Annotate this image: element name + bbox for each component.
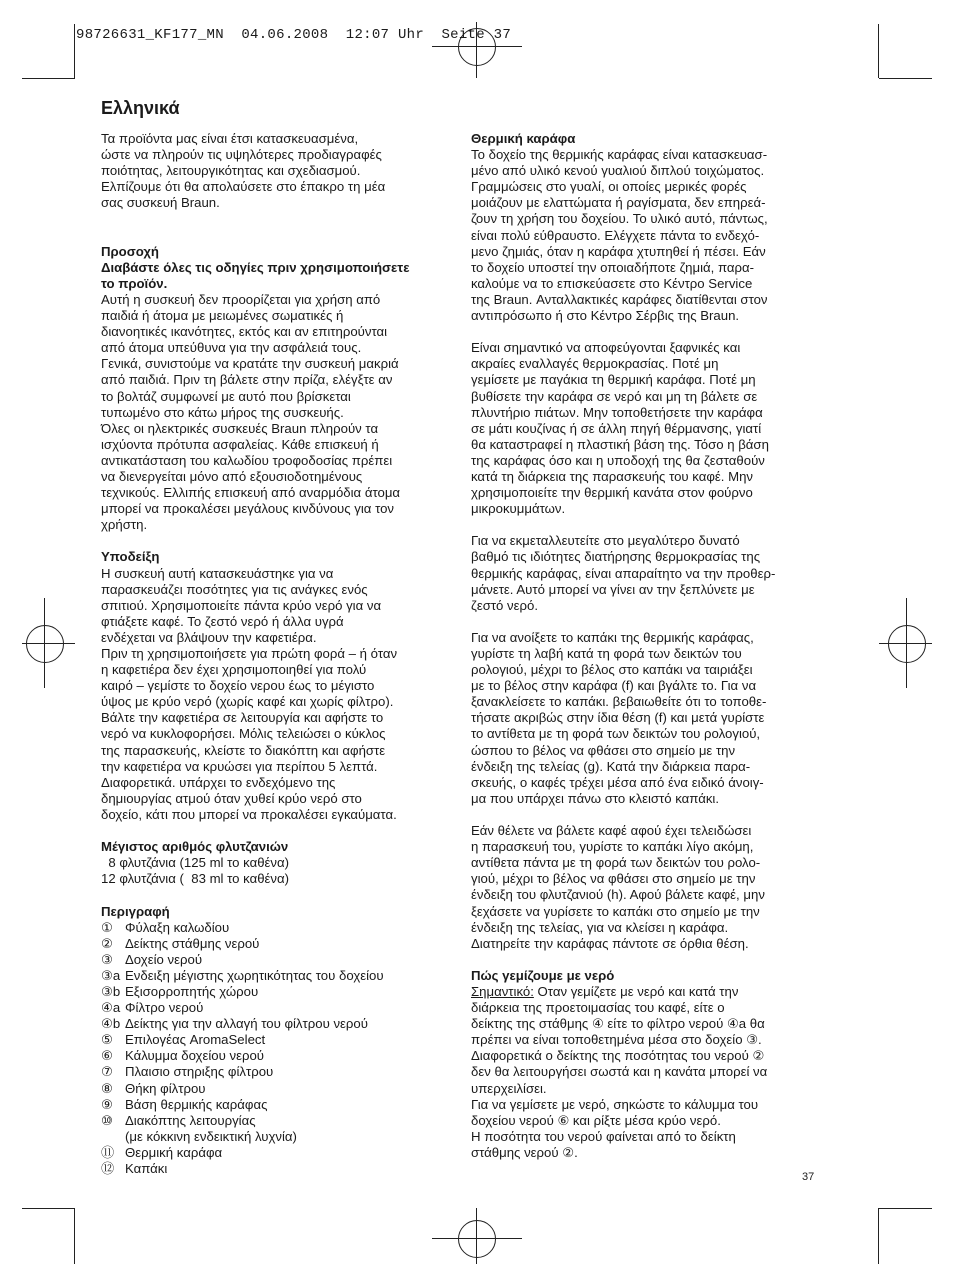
- cups-line: 12 φλυτζάνια ( 83 ml το καθένα): [101, 871, 290, 887]
- list-item: ③b Εξισορροπητής χώρου: [101, 983, 259, 999]
- crop-mark: [22, 78, 75, 79]
- list-item: ⑦ Πλαισιο στηριξης φίλτρου: [101, 1064, 274, 1080]
- carafe-paragraph-4: Για να ανοίξετε το καπάκι της θερμικής καράφας, γυρίστε τη λαβή κατά τη φορά των δεικτών του ρολογιού, μέχρι το βέλος στο καπάκι να ταιριάξει με το βέλος στην καράφα (f) και βγάλτε το. Για να ξανακλείσετε το καπάκι. βεβαιωθείτε ότι το τοποθε- τήσατε ακριβώς στην ίδια θέση (f) και μετά γυρίστε το αντίθετα με τη φορά των δεικτών του ρολογιού, ώσπου το βέλος να φθάσει στο σημείο με την ένδειξη της τελείας (g). Κατά την διάρκεια παρα- σκευής, ο καφές τρέχει μέσα από ένα ειδικό άνοιγ- μα που υπάρχει πάνω στο κλειστό καπάκι.: [471, 629, 767, 806]
- caution-bold-line: Διαβάστε όλες τις οδηγίες πριν χρησιμοποιήσετε: [101, 259, 410, 275]
- crop-mark: [74, 24, 75, 78]
- cups-heading: Μέγιστος αριθμός φλυτζανιών: [101, 839, 289, 855]
- intro-paragraph: Τα προϊόντα μας είναι έτσι κατασκευασμένα, ώστε να πληρούν τις υψηλότερες προδιαγραφές ποιότητας, λειτουργικότητας και σχεδιασμού. Ελπίζουμε ότι θα απολαύσετε στο έπακρο τη μέα σας συσκευή Braun.: [101, 131, 386, 211]
- list-item: ⑧ Θήκη φίλτρου: [101, 1080, 206, 1096]
- list-item: ① Φύλαξη καλωδίου: [101, 919, 230, 935]
- left-column: [101, 131, 446, 1177]
- description-heading: Περιγραφή: [101, 903, 170, 919]
- carafe-paragraph-2: Είναι σημαντικό να αποφεύγονται ξαφνικές και ακραίες εναλλαγές θερμοκρασίας. Ποτέ μη γεμίσετε με παγάκια τη θερμική καράφα. Ποτέ μη βυθίσετε την καράφα σε νερό και μη τη βάλετε σε πλυντήριο πιάτων. Μην τοποθετήσετε την καράφα σε μάτι κουζίνας ή σε άλλη πηγή θέρμανσης, γιατί θα καταστραφεί η πλαστική βάση της. Τόσο η βάση της καράφας όσο και η υποδοχή της θα ζεσταθούν κατά τη διάρκεια της παρασκευής του καφέ. Μην χρησιμοποιείτε την θερμική κανάτα στον φούρνο μικροκυμμάτων.: [471, 340, 769, 517]
- list-item: (με κόκκινη ενδεικτική λυχνία): [125, 1128, 297, 1144]
- list-item: ⑤ Επιλογέας AromaSelect: [101, 1032, 266, 1048]
- carafe-paragraph-3: Για να εκμεταλλευτείτε στο μεγαλύτερο δυνατό βαθμό τις ιδιότητες διατήρησης θερμοκρασίας της θερμικής καράφας, είναι απαραίτητο να την προθερ- μάνετε. Αυτό μπορεί να γίνει αν την ξεπλύνετε με ζεστό νερό.: [471, 533, 776, 613]
- note-heading: Υποδείξη: [101, 549, 160, 565]
- carafe-paragraph-1: Το δοχείο της θερμικής καράφας είναι κατασκευασ- μένο από υλικό κενού γυαλιού διπλού τοιχώματος. Γραμμώσεις στο γυαλί, οι οποίες μερικές φορές μοιάζουν με ελαττώματα ή ραγίσματα, δεν επηρεά- ζουν τη χρήση του δοχείου. Το υλικό αυτό, πάντως, είναι πολύ εύθραυστο. Ελέγχετε πάντα το ενδεχό- μενο ζημιάς, όταν η καράφα χτυπηθεί ή πέσει. Εάν το δοχείο υποστεί την οποιαδήποτε ζημιά, παρα- καλούμε να το επισκεύασετε στο Κέντρο Service της Braun. Ανταλλακτικές καράφες διατίθενται στον αντιπρόσωπο ή στο Κέντρο Σέρβις της Braun.: [471, 147, 768, 324]
- note-paragraph: Η συσκευή αυτή κατασκευάστηκε για να παρασκευάζει ποσότητες για τις ανάγκες ενός σπιτιού. Χρησιμοποιείτε πάντα κρύο νερό για να φτιάξετε καφέ. Το ζεστό νερό ή άλλα υγρά ενδέχεται να βλάψουν την καφετιέρα. Πριν τη χρησιμοποιήσετε για πρώτη φορά – ή όταν η καφετιέρα δεν έχει χρησιμοποιηθεί για πολύ καιρό – γεμίστε το δοχείο νερου έως το μέγιστο ύψος με κρύο νερό (χωρίς καφέ και χωρίς φίλτρο). Βάλτε την καφετιέρα σε λειτουργία και αφήστε το νερό να κυκλοφορήσει. Μόλις τελειώσει ο κύκλος της παρασκευής, κλείστε το διακόπτη και αφήστε την καφετιέρα να κρυώσει για περίπου 5 λεπτά. Διαφορετικά. υπάρχει το ενδεχόμενο της δημιουργίας ατμού όταν χυθεί κρύο νερό στο δοχείο, κάτι που μπορεί να προκαλέσει εγκαύματα.: [101, 565, 398, 822]
- fill-paragraph: διάρκεια της προετοιμασίας του καφέ, είτε ο δείκτης της στάθμης ④ είτε το φίλτρο νερού ④a θα πρέπει να είναι τοποθετημένα μέσα στο δοχείο ③. Διαφορετικά ο δείκτης της ποσότητας του νερού ② δεν θα λειτουργήσει σωστά και η κανάτα μπορεί να υπερχειλίσει. Για να γεμίσετε με νερό, σηκώστε το κάλυμμα του δοχείου νερού ⑥ και ρίξτε μέσα κρύο νερό. Η ποσότητα του νερού φαίνεται από το δείκτη στάθμης νερού ②.: [471, 1000, 768, 1160]
- important-label: Σημαντικό:: [471, 983, 534, 999]
- caution-bold-line: το προϊόν.: [101, 275, 168, 291]
- description-list: [101, 920, 446, 1178]
- carafe-heading: Θερμική καράφα: [471, 131, 576, 146]
- crop-mark: [74, 1208, 75, 1264]
- list-item: ② Δείκτης στάθμης νερού: [101, 935, 260, 951]
- list-item: ③ Δοχείο νερού: [101, 951, 203, 967]
- crop-mark: [878, 24, 879, 78]
- crop-mark: [22, 1208, 75, 1209]
- caution-paragraph: Αυτή η συσκευή δεν προορίζεται για χρήση από παιδιά ή άτομα με μειωμένες σωματικές ή διανοητικές ικανότητες, εκτός και αν επιτηρούνται από άτομα υπεύθυνα για την ασφάλειά τους. Γενικά, συνιστούμε να κρατάτε την συσκευή μακριά από παιδιά. Πριν τη βάλετε στην πρίζα, ελέγξτε αν το βολτάζ συμφωνεί με αυτό που βρίσκεται τυπωμένο στο κάτω μήρος της συσκευής. Όλες οι ηλεκτρικές συσκευές Braun πληρούν τα ισχύοντα πρότυπα ασφαλείας. Κάθε επισκευή ή αντικατάσταση του καλωδίου τροφοδοσίας πρέπει να διενεργείται μόνο από εξουσιοδοτημένους τεχνικούς. Ελλιπής επισκευή από αναρμόδια άτομα μπορεί να προκαλέσει μεγάλους κινδύνους για τον χρήστη.: [101, 291, 401, 533]
- page-title: Ελληνικά: [101, 98, 180, 118]
- right-column: [471, 131, 821, 1161]
- list-item: ④a Φίλτρο νερού: [101, 1000, 204, 1016]
- list-item: ⑥ Κάλυμμα δοχείου νερού: [101, 1048, 265, 1064]
- carafe-paragraph-5: Εάν θέλετε να βάλετε καφέ αφού έχει τελειδώσει η παρασκευή του, γυρίστε το καπάκι λίγο ακόμη, αντίθετα πάντα με τη φορά των δεικτών του ρολο- γιού, μέχρι το βέλος να φθάσει στο σημείο με την ένδειξη του φλυτζανιού (h). Αφού βάλετε καφέ, μην ξεχάσετε να γυρίσετε το καπάκι στο σημείο με την ένδειξη της τελείας, για να κλείσει η καράφα. Διατηρείτε την καράφας πάντοτε σε όρθια θέση.: [471, 823, 765, 951]
- crop-mark: [879, 1208, 932, 1209]
- list-item: ⑪ Θερμική καράφα: [101, 1144, 223, 1160]
- caution-heading: Προσοχή: [101, 243, 159, 259]
- crop-mark: [878, 1208, 879, 1264]
- list-item: ⑨ Βάση θερμικής καράφας: [101, 1096, 268, 1112]
- cups-line: 8 φλυτζάνια (125 ml το καθένα): [101, 855, 290, 871]
- list-item: ③a Ενδειξη μέγιστης χωρητικότητας του δοχείου: [101, 967, 384, 983]
- fill-heading: Πώς γεμίζουμε με νερό: [471, 967, 615, 983]
- list-item: ⑩ Διακόπτης λειτουργίας: [101, 1112, 256, 1128]
- print-header: 98726631_KF177_MN 04.06.2008 12:07 Uhr Seite 37: [76, 27, 512, 43]
- fill-first-line: Σημαντικό: Οταν γεμίζετε με νερό και κατά την: [471, 983, 739, 999]
- crop-mark: [879, 78, 932, 79]
- list-item: ⑫ Καπάκι: [101, 1161, 168, 1176]
- list-item: ④b Δείκτης για την αλλαγή του φίλτρου νερού: [101, 1016, 368, 1032]
- page-number: 37: [802, 1171, 815, 1183]
